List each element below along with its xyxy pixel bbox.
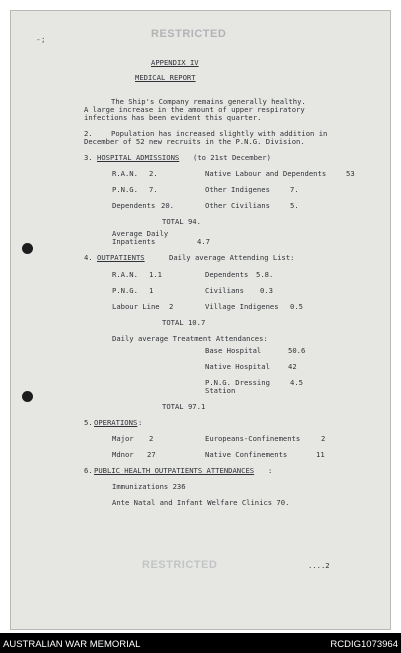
- s6-heading: PUBLIC HEALTH OUTPATIENTS ATTENDANCES: [94, 466, 255, 475]
- s4-row3-right-value: 0.5: [290, 302, 303, 311]
- s3-row2-left-value: 7.: [149, 185, 158, 194]
- appendix-label: APPENDIX IV: [151, 58, 199, 67]
- s6-number: 6.: [84, 466, 93, 475]
- s4-treat1-label: Base Hospital: [205, 346, 262, 355]
- s5-heading-suffix: :: [138, 418, 143, 427]
- s6-heading-suffix: :: [268, 466, 273, 475]
- s5-row1-left: Major: [112, 434, 134, 443]
- s4-treat2-label: Native Hospital: [205, 362, 270, 371]
- s5-row1-left-value: 2: [149, 434, 154, 443]
- report-title: MEDICAL REPORT: [135, 73, 196, 82]
- s4-treat-total: TOTAL 97.1: [162, 402, 206, 411]
- s3-avg-label2: Inpatients: [112, 237, 156, 246]
- s4-row2-right: Civilians: [205, 286, 244, 295]
- punch-hole-top: [22, 243, 33, 254]
- s3-row1-right-value: 53: [346, 169, 355, 178]
- s3-row3-right-value: 5.: [290, 201, 299, 210]
- restricted-stamp-bottom: RESTRICTED: [142, 559, 218, 571]
- para1-line2: A large increase in the amount of upper respiratory: [84, 105, 305, 114]
- s3-number: 3.: [84, 153, 93, 162]
- s4-treat2-value: 42: [288, 362, 297, 371]
- s4-row3-right: Village Indigenes: [205, 302, 279, 311]
- document-page: [10, 10, 391, 630]
- s3-row2-right: Other Indigenes: [205, 185, 270, 194]
- s3-row3-left: Dependents: [112, 201, 156, 210]
- s5-row1-right: Europeans-Confinements: [205, 434, 301, 443]
- s5-heading: OPERATIONS: [94, 418, 138, 427]
- s3-row1-left: R.A.N.: [112, 169, 138, 178]
- s3-row3-right: Other Civilians: [205, 201, 270, 210]
- s4-row3-left: Labour Line: [112, 302, 160, 311]
- s3-row2-right-value: 7.: [290, 185, 299, 194]
- para2-number: 2.: [84, 129, 93, 138]
- s4-heading-suffix: Daily average Attending List:: [169, 253, 295, 262]
- s4-heading: OUTPATIENTS: [97, 253, 145, 262]
- para2-line2: December of 52 new recruits in the P.N.G. Division.: [84, 137, 305, 146]
- s4-row1-left: R.A.N.: [112, 270, 138, 279]
- s3-avg-value: 4.7: [197, 237, 210, 246]
- punch-hole-bottom: [22, 391, 33, 402]
- s5-row2-left-value: 27: [147, 450, 156, 459]
- s4-row1-left-value: 1.1: [149, 270, 162, 279]
- s4-treat3-label2: Station: [205, 386, 236, 395]
- s3-row3-left-value: 20.: [161, 201, 174, 210]
- s4-row2-left: P.N.G.: [112, 286, 138, 295]
- page-continuation: ....2: [308, 561, 330, 570]
- s4-treat3-label: P.N.G. Dressing: [205, 378, 270, 387]
- s5-number: 5.: [84, 418, 93, 427]
- restricted-stamp-top: RESTRICTED: [151, 28, 227, 40]
- s4-row1-right-value: 5.8.: [256, 270, 274, 279]
- s5-row2-right: Native Confinements: [205, 450, 288, 459]
- s6-item1: Immunizations 236: [112, 482, 186, 491]
- s4-row3-left-value: 2: [169, 302, 174, 311]
- para1-line1: The Ship's Company remains generally healthy.: [111, 97, 306, 106]
- s3-heading: HOSPITAL ADMISSIONS: [97, 153, 180, 162]
- s4-row1-right: Dependents: [205, 270, 249, 279]
- s5-row2-left: Mdnor: [112, 450, 134, 459]
- s3-row2-left: P.N.G.: [112, 185, 138, 194]
- para2-line1: Population has increased slightly with addition in: [111, 129, 328, 138]
- s3-avg-label1: Average Daily: [112, 229, 169, 238]
- s4-row2-right-value: 0.3: [260, 286, 273, 295]
- s4-treat1-value: 50.6: [288, 346, 306, 355]
- footer-institution: AUSTRALIAN WAR MEMORIAL: [3, 639, 141, 650]
- para1-line3: infections has been evident this quarter.: [84, 113, 262, 122]
- s4-treat3-value: 4.5: [290, 378, 303, 387]
- s4-total: TOTAL 10.7: [162, 318, 206, 327]
- s3-heading-suffix: (to 21st December): [193, 153, 271, 162]
- s4-treat-heading: Daily average Treatment Attendances:: [112, 334, 268, 343]
- s3-row1-left-value: 2.: [149, 169, 158, 178]
- s5-row1-right-value: 2: [321, 434, 326, 443]
- s4-row2-left-value: 1: [149, 286, 154, 295]
- s6-item2: Ante Natal and Infant Welfare Clinics 70.: [112, 498, 290, 507]
- s3-total: TOTAL 94.: [162, 217, 201, 226]
- ink-mark: -;: [36, 35, 46, 44]
- s5-row2-right-value: 11: [316, 450, 325, 459]
- footer-record-id: RCDIG1073964: [330, 639, 398, 650]
- footer-bar: [0, 633, 401, 653]
- s3-row1-right: Native Labour and Dependents: [205, 169, 327, 178]
- s4-number: 4.: [84, 253, 93, 262]
